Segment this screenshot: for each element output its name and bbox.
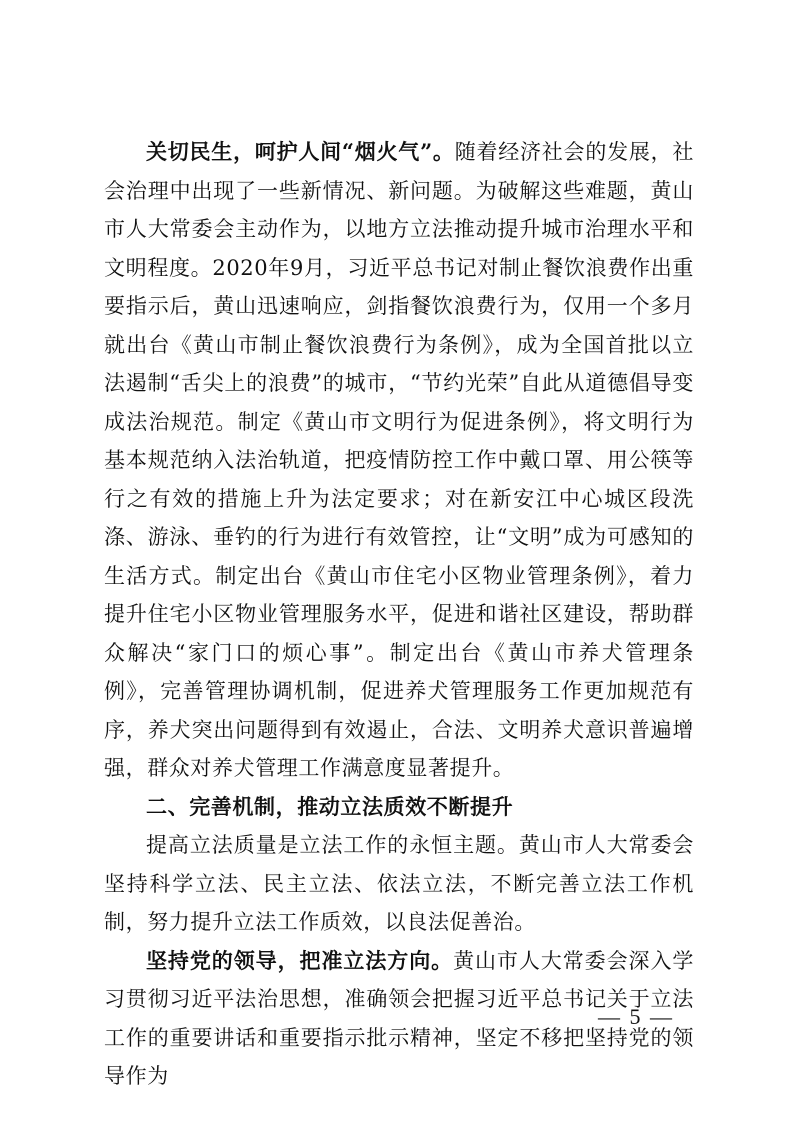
paragraph-body: 随着经济社会的发展，社会治理中出现了一些新情况、新问题。为破解这些难题，黄山市人大常委会主动作为，以地方立法推动提升城市治理水平和文明程度。2020年9月，习近平总书记对制止餐饮浪费作出重要指示后，黄山迅速响应，剑指餐饮浪费行为，仅用一个多月就出台《黄山市制止餐饮浪费行为条例》，成为全国首批以立法遏制“舌尖上的浪费”的城市，“节约光荣”自此从道德倡导变成法治规范。制定《黄山市文明行为促进条例》，将文明行为基本规范纳入法治轨道，把疫情防控工作中戴口罩、用公筷等行之有效的措施上升为法定要求；对在新安江中心城区段洗涤、游泳、垂钓的行为进行有效管控，让“文明”成为可感知的生活方式。制定出台《黄山市住宅小区物业管理条例》，着力提升住宅小区物业管理服务水平，促进和谐社区建设，帮助群众解决“家门口的烦心事”。制定出台《黄山市养犬管理条例》，完善管理协调机制，促进养犬管理服务工作更加规范有序，养犬突出问题得到有效遏止，合法、文明养犬意识普遍增强，群众对养犬管理工作满意度显著提升。 — [104, 140, 694, 780]
page-number: — 5 — — [598, 1004, 674, 1029]
paragraph-lead: 关切民生，呵护人间“烟火气”。 — [146, 139, 455, 164]
document-body — [104, 133, 694, 1096]
paragraph-lead: 坚持党的领导，把准立法方向。 — [146, 947, 454, 973]
section-heading: 二、完善机制，推动立法质效不断提升 — [146, 794, 514, 819]
paragraph-livelihood — [104, 133, 694, 788]
paragraph-intro: 提高立法质量是立法工作的永恒主题。黄山市人大常委会坚持科学立法、民主立法、依法立法，不断完善立法工作机制，努力提升立法工作质效，以良法促善治。 — [104, 833, 694, 934]
paragraph-body: 黄山市人大常委会深入学习贯彻习近平法治思想，准确领会把握习近平总书记关于立法工作的重要讲话和重要指示批示精神，坚定不移把坚持党的领导作为 — [104, 948, 694, 1088]
